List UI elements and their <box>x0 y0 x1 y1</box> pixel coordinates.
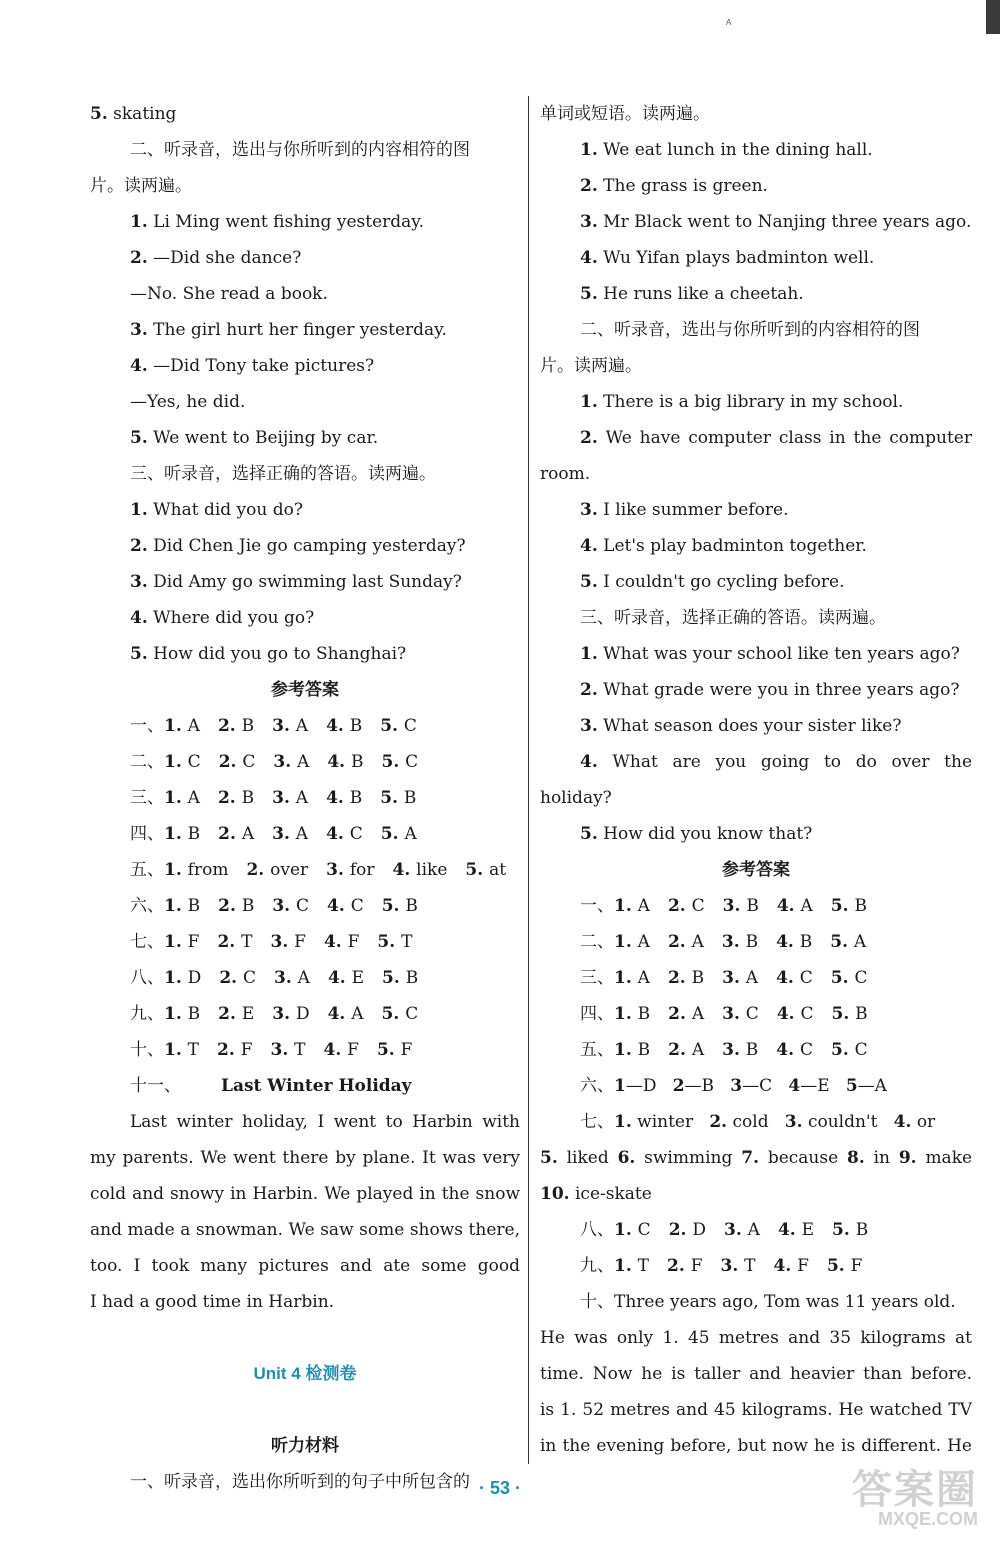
answer-item: 5. F <box>826 1256 863 1276</box>
answer-row <box>90 888 520 924</box>
answer-item: 4. A <box>327 1004 364 1024</box>
answer-item: 2. A <box>668 1004 705 1024</box>
answer-item: 1. B <box>164 1004 201 1024</box>
essay-line: Last winter holiday, I went to Harbin with <box>130 1112 520 1132</box>
answer-item: 4. A <box>776 896 813 916</box>
answer-item: 3. A <box>272 716 309 736</box>
section-title: 二、听录音，选出与你所听到的内容相符的图 <box>130 140 470 160</box>
answer-item: 5. B <box>381 896 418 916</box>
essay-line: my parents. We went there by plane. It was very <box>90 1148 520 1168</box>
answer-row-label: 二、 <box>130 752 164 772</box>
answer-row-label: 五、 <box>130 860 164 880</box>
answer-item: 4. C <box>326 824 363 844</box>
right-column <box>540 96 972 1464</box>
answer-item: 2. D <box>668 1220 706 1240</box>
section-title: 一、听录音，选出你所听到的句子中所包含的 <box>130 1472 470 1492</box>
watermark-url: MXQE.COM <box>877 1509 978 1529</box>
answer-row <box>90 924 520 960</box>
answer-item: 1. A <box>614 896 650 916</box>
answer-item: 4. C <box>327 896 364 916</box>
answer-item: 1. B <box>164 896 201 916</box>
essay-line: in the evening before, but now he is different. He <box>540 1436 972 1456</box>
answer-item: 5. T <box>377 932 413 952</box>
page-number: · 53 · <box>478 1478 521 1498</box>
listening-item: 2. What grade were you in three years ago? <box>580 680 960 700</box>
answer-item: 3. T <box>720 1256 756 1276</box>
answer-item: 4. E <box>327 968 365 988</box>
answer-row-label: 八、 <box>130 968 164 988</box>
watermark-text: 答案圈 <box>852 1468 978 1512</box>
spacer <box>90 1320 520 1356</box>
answer-item: 4. F <box>773 1256 809 1276</box>
answer-item: 3. C <box>722 1004 759 1024</box>
answer-item: 4. B <box>776 932 813 952</box>
section-title: 三、听录音，选择正确的答语。读两遍。 <box>580 608 886 628</box>
answer-row <box>540 1032 972 1068</box>
answer-row <box>90 852 520 888</box>
listening-item: 5. He runs like a cheetah. <box>580 284 804 304</box>
answer-item: 2. B <box>217 716 255 736</box>
answer-row <box>540 1212 972 1248</box>
left-column <box>90 96 520 1500</box>
answer-item: 1. T <box>614 1256 650 1276</box>
essay-line: is 1. 52 metres and 45 kilograms. He watched TV <box>540 1400 972 1420</box>
answer-item: 5. B <box>382 968 419 988</box>
answer-row-label: 五、 <box>580 1040 614 1060</box>
answer-item: 1. C <box>614 1220 651 1240</box>
essay-line: too. I took many pictures and ate some good <box>90 1256 520 1276</box>
section-title: 二、听录音，选出与你所听到的内容相符的图 <box>580 320 920 340</box>
answer-row-label: 二、 <box>580 932 614 952</box>
answer-row <box>90 996 520 1032</box>
answer-row-matching: 六、1—D 2—B 3—C 4—E 5—A <box>580 1076 887 1096</box>
answer-item: 4. C <box>776 1004 814 1024</box>
listening-item: 3. The girl hurt her finger yesterday. <box>130 320 447 340</box>
answer-item: 2. B <box>218 896 255 916</box>
listening-item: 4. Wu Yifan plays badminton well. <box>580 248 875 268</box>
answer-row-label: 一、 <box>580 896 614 916</box>
listening-item: 4. Let's play badminton together. <box>580 536 867 556</box>
answer-item: 2. A <box>668 1040 705 1060</box>
answer-item: 3. B <box>721 932 759 952</box>
answer-row <box>540 924 972 960</box>
listening-item: 2. Did Chen Jie go camping yesterday? <box>130 536 466 556</box>
listening-item: 5. I couldn't go cycling before. <box>580 572 845 592</box>
answer-item: 1. T <box>164 1040 200 1060</box>
answer-item: 2. C <box>219 968 256 988</box>
answer-row <box>90 744 520 780</box>
answer-key-right-2 <box>540 1212 972 1284</box>
answer-row <box>90 708 520 744</box>
answer-item: 4. F <box>323 932 360 952</box>
answer-row-label: 四、 <box>130 824 164 844</box>
answer-row-label: 十、 <box>130 1040 164 1060</box>
listening-heading: 听力材料 <box>271 1436 339 1456</box>
answer-item: 1. F <box>164 932 200 952</box>
essay-heading: 十一、 Last Winter Holiday <box>130 1076 412 1096</box>
answer-row-label: 六、 <box>130 896 164 916</box>
answer-item: 5. C <box>380 716 417 736</box>
answer-item: 3. A <box>724 1220 760 1240</box>
listening-item: 3. Mr Black went to Nanjing three years ago. <box>580 212 972 232</box>
answer-item: 5. at <box>465 860 507 880</box>
answer-item: 5. A <box>380 824 417 844</box>
answer-item: 1. A <box>164 716 200 736</box>
answer-key-right <box>540 888 972 1068</box>
answer-row <box>540 1248 972 1284</box>
answer-row-label: 三、 <box>130 788 164 808</box>
listening-item: 4. What are you going to do over the <box>580 752 972 772</box>
listening-item: —Yes, he did. <box>130 392 246 412</box>
unit-title: Unit 4 检测卷 <box>253 1364 357 1383</box>
listening-item: 2. —Did she dance? <box>130 248 302 268</box>
answer-item: 3. D <box>272 1004 310 1024</box>
listening-item-cont: holiday? <box>540 788 612 808</box>
listening-item: 3. I like summer before. <box>580 500 789 520</box>
answer-item: 2. B <box>217 788 255 808</box>
top-mark: A <box>726 18 732 27</box>
answer-item: 4. B <box>326 716 363 736</box>
answer-item: 5. A <box>830 932 867 952</box>
answer-row-fill: 10. ice-skate <box>540 1184 652 1204</box>
watermark-logo <box>778 1470 978 1528</box>
answer-row-label: 一、 <box>130 716 164 736</box>
answer-row-label: 三、 <box>580 968 614 988</box>
listening-item: —No. She read a book. <box>130 284 328 304</box>
listening-item: 5. We went to Beijing by car. <box>130 428 379 448</box>
answer-row <box>540 996 972 1032</box>
answer-row-label: 七、 <box>130 932 164 952</box>
essay-line: I had a good time in Harbin. <box>90 1292 335 1312</box>
answer-item: 5. C <box>381 1004 419 1024</box>
answer-item: 5. C <box>830 1040 868 1060</box>
section-title-cont: 单词或短语。读两遍。 <box>540 104 710 124</box>
answer-row <box>540 960 972 996</box>
section-title-cont: 片。读两遍。 <box>90 176 192 196</box>
answer-row-label: 九、 <box>580 1256 614 1276</box>
answer-item: 5. B <box>831 1004 868 1024</box>
answer-item: 3. A <box>273 752 310 772</box>
listening-item: 1. There is a big library in my school. <box>580 392 904 412</box>
listening-item: 3. Did Amy go swimming last Sunday? <box>130 572 462 592</box>
answer-row-fill: 5. liked 6. swimming 7. because 8. in 9. make <box>540 1148 972 1168</box>
listening-item: 2. The grass is green. <box>580 176 768 196</box>
answer-item: 3. for <box>326 860 375 880</box>
answer-item: 4. B <box>327 752 364 772</box>
answer-item: 2. C <box>667 896 705 916</box>
answer-item: 5. F <box>376 1040 413 1060</box>
answer-row <box>540 888 972 924</box>
listening-item: 3. What season does your sister like? <box>580 716 902 736</box>
spacer <box>90 1392 520 1428</box>
answer-row <box>90 1032 520 1068</box>
answer-item: 1. B <box>614 1040 651 1060</box>
answer-item: 2. B <box>667 968 705 988</box>
answer-item: 3. A <box>274 968 310 988</box>
answer-item: 5. C <box>830 968 868 988</box>
answer-item: 3. T <box>270 1040 306 1060</box>
answer-item: 1. C <box>164 752 201 772</box>
answer-row-fill: 七、1. winter 2. cold 3. couldn't 4. or <box>580 1112 936 1132</box>
listening-item: 1. We eat lunch in the dining hall. <box>580 140 873 160</box>
answer-row-label: 四、 <box>580 1004 614 1024</box>
text-line: 5. skating <box>90 104 177 124</box>
answer-item: 3. C <box>272 896 310 916</box>
answers-heading: 参考答案 <box>271 680 339 700</box>
answer-row-label: 九、 <box>130 1004 164 1024</box>
answer-item: 2. over <box>246 860 309 880</box>
listening-item: 4. —Did Tony take pictures? <box>130 356 375 376</box>
answer-item: 4. C <box>776 968 813 988</box>
answer-item: 2. T <box>217 932 253 952</box>
answer-item: 4. C <box>776 1040 813 1060</box>
listening-item: 2. We have computer class in the computer <box>580 428 972 448</box>
answers-heading: 参考答案 <box>722 860 790 880</box>
section-title: 三、听录音，选择正确的答语。读两遍。 <box>130 464 436 484</box>
answer-item: 1. from <box>164 860 229 880</box>
answer-item: 4. like <box>392 860 448 880</box>
answer-item: 3. A <box>722 968 759 988</box>
answer-item: 2. F <box>667 1256 703 1276</box>
column-divider <box>528 96 529 1464</box>
answer-item: 3. A <box>272 788 309 808</box>
answer-item: 3. A <box>272 824 309 844</box>
answer-item: 5. B <box>380 788 417 808</box>
answer-item: 3. B <box>722 1040 759 1060</box>
listening-item-cont: room. <box>540 464 591 484</box>
answer-row-label: 八、 <box>580 1220 614 1240</box>
answer-row <box>90 816 520 852</box>
answer-key-left <box>90 708 520 1068</box>
answer-item: 2. A <box>667 932 704 952</box>
answer-item: 4. B <box>326 788 363 808</box>
answer-item: 5. B <box>832 1220 869 1240</box>
answer-item: 5. B <box>830 896 867 916</box>
listening-item: 1. What did you do? <box>130 500 303 520</box>
listening-item: 5. How did you go to Shanghai? <box>130 644 407 664</box>
essay-line: He was only 1. 45 metres and 35 kilograms at <box>540 1328 972 1348</box>
answer-item: 1. A <box>164 788 200 808</box>
answer-item: 1. B <box>614 1004 651 1024</box>
listening-item: 4. Where did you go? <box>130 608 315 628</box>
section-title-cont: 片。读两遍。 <box>540 356 642 376</box>
answer-item: 4. F <box>323 1040 359 1060</box>
answer-item: 5. C <box>381 752 419 772</box>
listening-item: 1. Li Ming went fishing yesterday. <box>130 212 425 232</box>
answer-item: 1. D <box>164 968 202 988</box>
answer-item: 1. A <box>614 968 650 988</box>
answer-row <box>90 960 520 996</box>
answer-item: 4. E <box>777 1220 815 1240</box>
listening-item: 5. How did you know that? <box>580 824 813 844</box>
answer-item: 1. A <box>614 932 650 952</box>
listening-item: 1. What was your school like ten years ago? <box>580 644 960 664</box>
answer-item: 2. A <box>218 824 255 844</box>
scan-edge-mark <box>986 0 1000 34</box>
essay-line: cold and snowy in Harbin. We played in the snow <box>90 1184 520 1204</box>
answer-item: 1. B <box>164 824 201 844</box>
essay-line: 十、Three years ago, Tom was 11 years old. <box>580 1292 956 1312</box>
answer-item: 3. B <box>722 896 759 916</box>
answer-row <box>90 780 520 816</box>
answer-item: 2. E <box>218 1004 255 1024</box>
essay-line: and made a snowman. We saw some shows there, <box>90 1220 520 1240</box>
answer-item: 2. F <box>217 1040 253 1060</box>
essay-line: time. Now he is taller and heavier than before. <box>540 1364 972 1384</box>
answer-item: 3. F <box>270 932 306 952</box>
answer-item: 2. C <box>218 752 256 772</box>
